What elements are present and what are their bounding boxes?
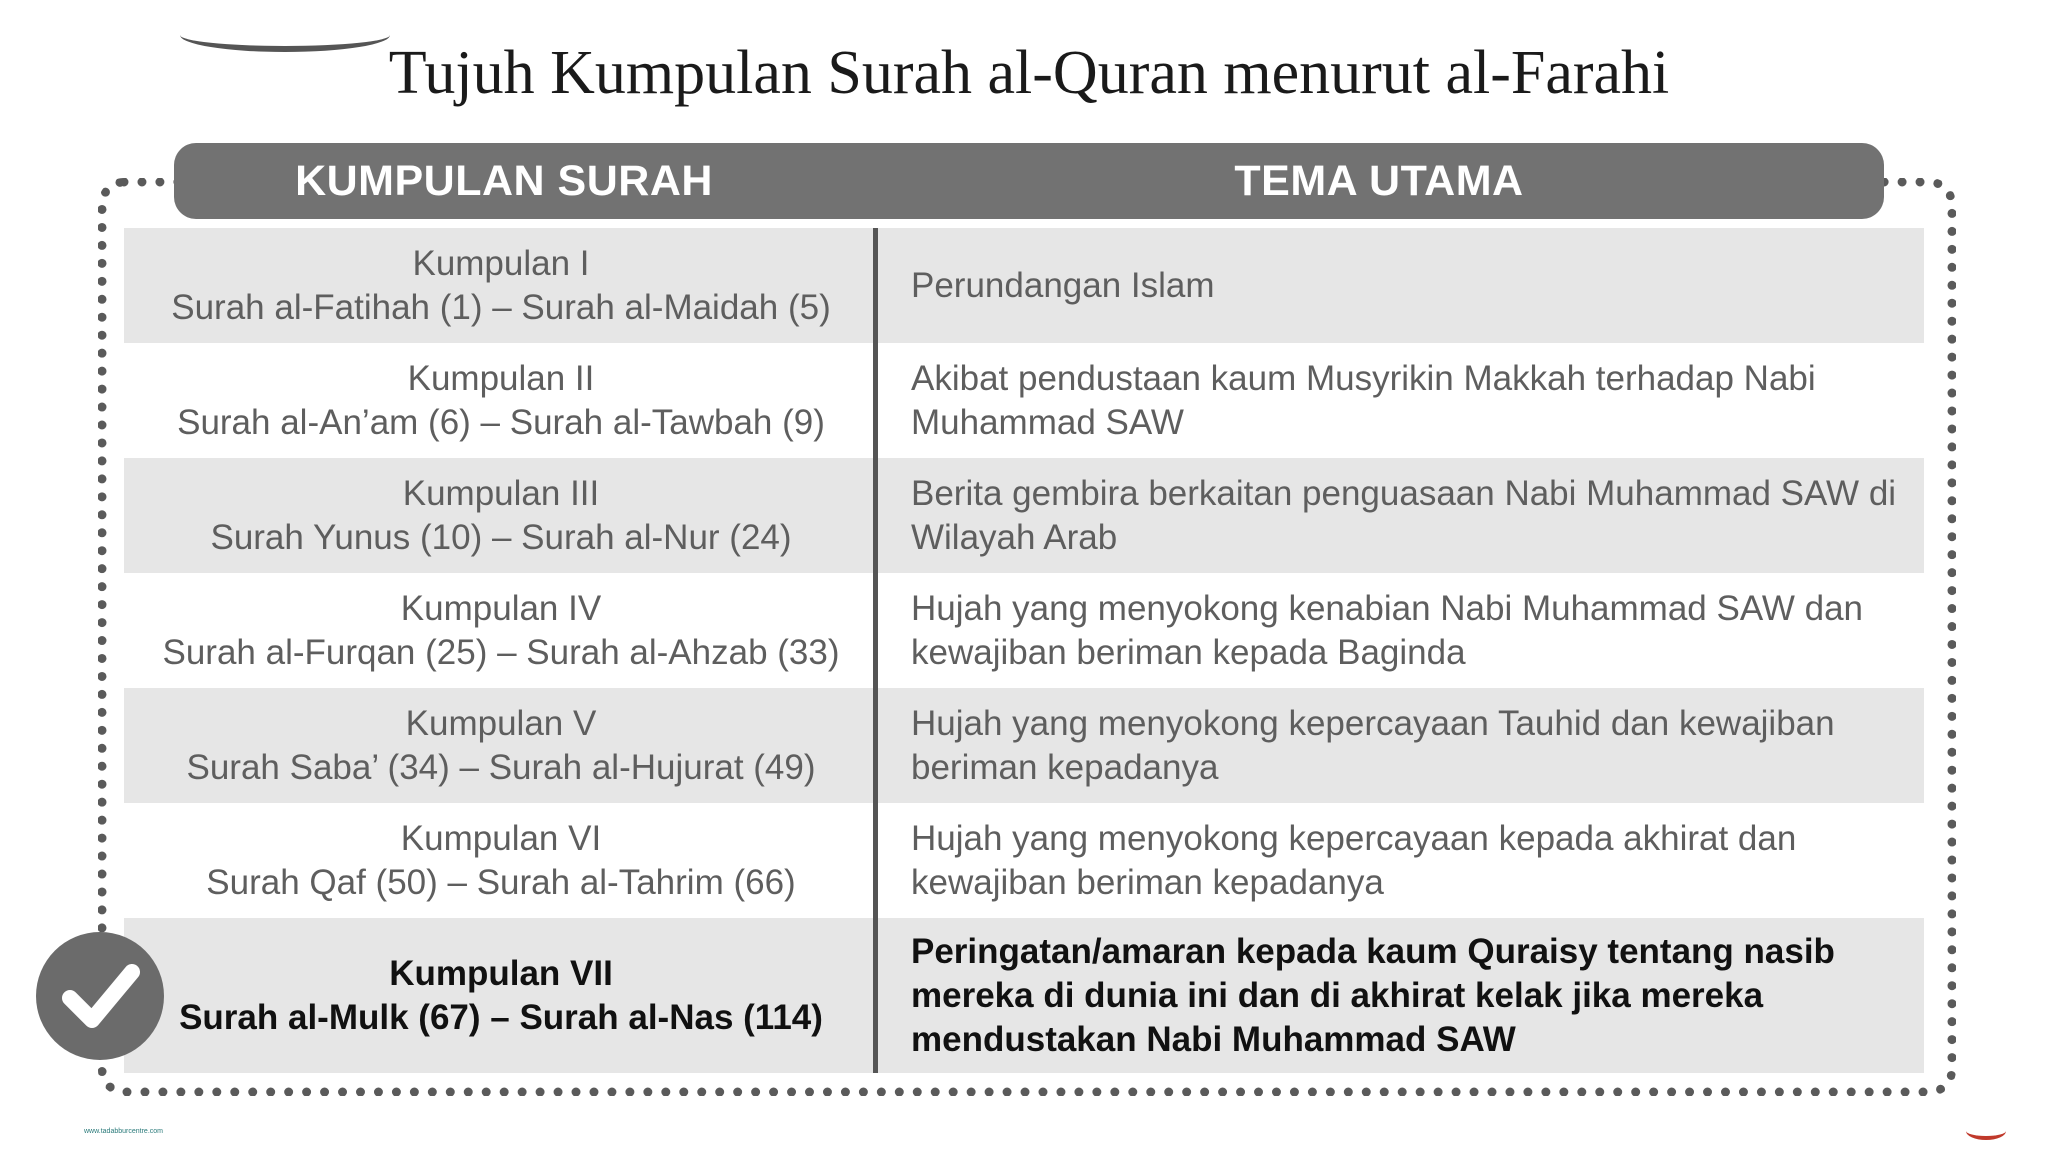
table-header: [174, 143, 1884, 219]
theme-text: Perundangan Islam: [911, 265, 1215, 305]
surah-range: Surah Saba’ (34) – Surah al-Hujurat (49): [186, 747, 816, 787]
table-row: [124, 228, 1924, 343]
theme-text: Hujah yang menyokong kepercayaan Tauhid dan kewajiban beriman kepadanya: [911, 703, 1835, 787]
theme-cell: [911, 573, 1911, 688]
group-cell: [124, 458, 878, 573]
group-cell: [124, 803, 878, 918]
theme-cell: [911, 918, 1911, 1073]
column-divider: [873, 228, 878, 1073]
group-name: Kumpulan I: [412, 243, 590, 283]
group-cell: [124, 343, 878, 458]
table-row: [124, 803, 1924, 918]
checkmark-badge: [36, 932, 164, 1060]
page-title: Tujuh Kumpulan Surah al-Quran menurut al-Farahi: [388, 39, 1670, 107]
group-name: Kumpulan III: [402, 473, 600, 513]
surah-table: [124, 228, 1924, 1073]
theme-cell: [911, 688, 1911, 803]
group-cell: [124, 918, 878, 1073]
theme-text: Hujah yang menyokong kenabian Nabi Muhammad SAW dan kewajiban beriman kepada Baginda: [911, 588, 1864, 672]
surah-range: Surah al-Furqan (25) – Surah al-Ahzab (33): [162, 632, 840, 672]
theme-text: Berita gembira berkaitan penguasaan Nabi Muhammad SAW di Wilayah Arab: [911, 473, 1897, 557]
group-name: Kumpulan IV: [400, 588, 602, 628]
footer-url: www.tadabburcentre.com: [84, 1128, 163, 1135]
theme-text: Akibat pendustaan kaum Musyrikin Makkah terhadap Nabi Muhammad SAW: [911, 358, 1816, 442]
group-name: Kumpulan VII: [389, 953, 613, 993]
group-cell: [124, 573, 878, 688]
theme-cell: [911, 228, 1911, 343]
theme-cell: [911, 458, 1911, 573]
header-kumpulan-surah: KUMPULAN SURAH: [295, 157, 713, 205]
theme-cell: [911, 343, 1911, 458]
header-tema-utama: TEMA UTAMA: [1234, 157, 1524, 205]
surah-range: Surah al-Mulk (67) – Surah al-Nas (114): [179, 997, 823, 1037]
surah-range: Surah Yunus (10) – Surah al-Nur (24): [210, 517, 792, 557]
table-row: [124, 573, 1924, 688]
decorative-corner-mark: [1966, 1122, 2006, 1140]
theme-text: Hujah yang menyokong kepercayaan kepada akhirat dan kewajiban beriman kepadanya: [911, 818, 1797, 902]
surah-range: Surah al-An’am (6) – Surah al-Tawbah (9): [177, 402, 825, 442]
group-cell: [124, 688, 878, 803]
theme-cell: [911, 803, 1911, 918]
table-row: [124, 343, 1924, 458]
table-row: [124, 688, 1924, 803]
group-cell: [124, 228, 878, 343]
surah-range: Surah Qaf (50) – Surah al-Tahrim (66): [206, 862, 796, 902]
group-name: Kumpulan II: [407, 358, 595, 398]
checkmark-icon: [36, 932, 164, 1060]
theme-text: Peringatan/amaran kepada kaum Quraisy tentang nasib mereka di dunia ini dan di akhirat kelak jika mereka mendustakan Nabi Muhammad SAW: [911, 931, 1835, 1059]
table-row-highlighted: [124, 918, 1924, 1073]
surah-range: Surah al-Fatihah (1) – Surah al-Maidah (5): [171, 287, 831, 327]
table-row: [124, 458, 1924, 573]
group-name: Kumpulan V: [405, 703, 597, 743]
group-name: Kumpulan VI: [400, 818, 602, 858]
